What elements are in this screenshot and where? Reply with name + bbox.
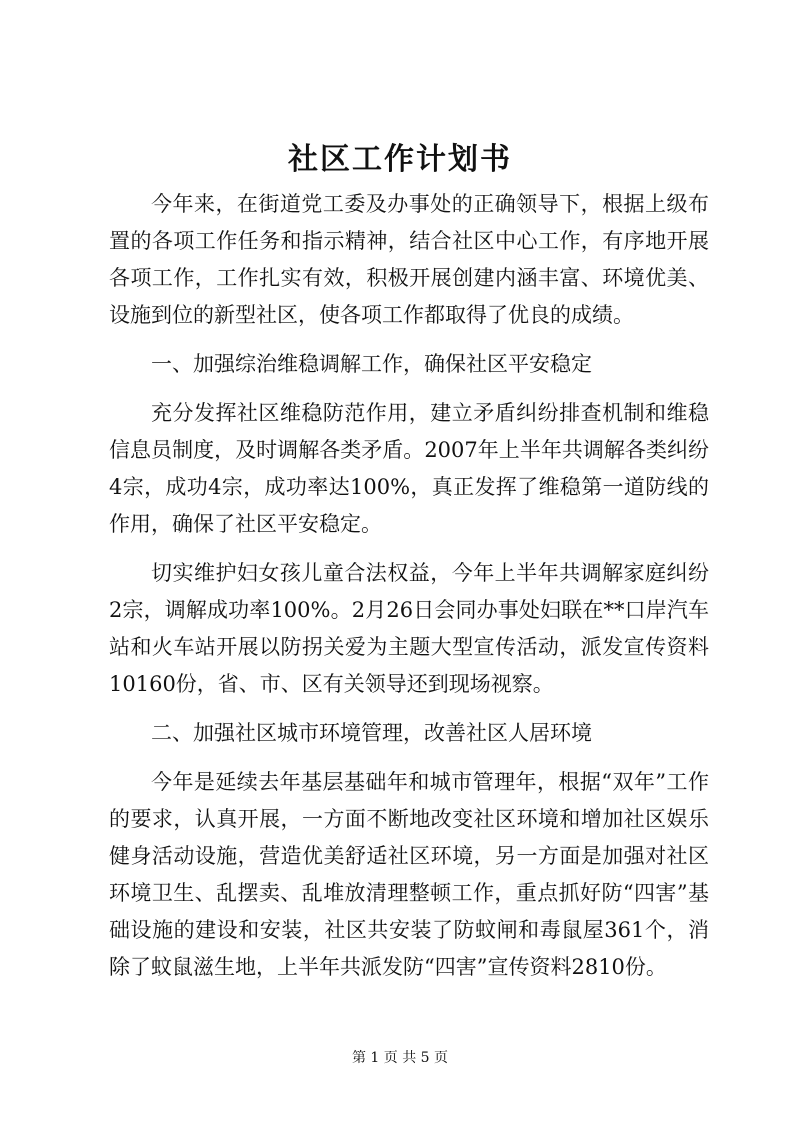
paragraph-women-children: 切实维护妇女孩儿童合法权益，今年上半年共调解家庭纠纷2宗，调解成功率100%。2月26日会同办事处妇联在**口岸汽车站和火车站开展以防拐关爱为主题大型宣传活动，派发宣传资料10160份，省、市、区有关领导还到现场视察。	[109, 561, 709, 696]
section-heading-1: 一、加强综治维稳调解工作，确保社区平安稳定	[151, 352, 592, 376]
document-body	[109, 186, 709, 986]
page-number-footer: 第 1 页 共 5 页	[351, 1050, 449, 1066]
section-heading-2: 二、加强社区城市环境管理，改善社区人居环境	[151, 721, 592, 745]
document-title: 社区工作计划书	[288, 142, 512, 177]
paragraph-intro: 今年来，在街道党工委及办事处的正确领导下，根据上级布置的各项工作任务和指示精神，结合社区中心工作，有序地开展各项工作，工作扎实有效，积极开展创建内涵丰富、环境优美、设施到位的新型社区，使各项工作都取得了优良的成绩。	[109, 192, 709, 327]
paragraph-mediation: 充分发挥社区维稳防范作用，建立矛盾纠纷排查机制和维稳信息员制度，及时调解各类矛盾。2007年上半年共调解各类纠纷4宗，成功4宗，成功率达100%，真正发挥了维稳第一道防线的作用，确保了社区平安稳定。	[109, 401, 709, 536]
paragraph-environment: 今年是延续去年基层基础年和城市管理年，根据“双年”工作的要求，认真开展，一方面不断地改变社区环境和增加社区娱乐健身活动设施，营造优美舒适社区环境，另一方面是加强对社区环境卫生、乱摆卖、乱堆放清理整顿工作，重点抓好防“四害”基础设施的建设和安装，社区共安装了防蚊闸和毒鼠屋361个，消除了蚊鼠滋生地，上半年共派发防“四害”宣传资料2810份。	[109, 770, 709, 979]
